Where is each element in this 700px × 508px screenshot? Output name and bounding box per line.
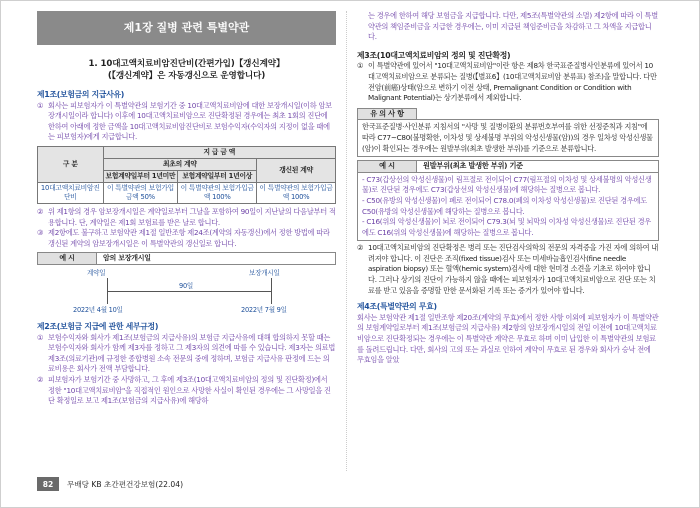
article-4-heading: 제4조(특별약관의 무효) <box>357 302 437 312</box>
continued-text: 는 경우에 한하여 해당 보험금을 지급합니다. 다만, 제5조(특별약관의 소멸) 제2항에 따라 이 특별약관의 책임준비금을 지급한 경우에는, 이미 지급된 책임준비금을 차감하고 그 차액을 지급합니다. <box>368 11 658 42</box>
paragraph-number: ② <box>37 374 44 384</box>
paragraph-text: 회사는 피보험자가 이 특별약관의 보험기간 중 10대고액치료비암에 대한 보장개시일(이하 암보장개시일이라 합니다) 이후에 10대고액치료비암으로 진단확정된 경우에는 최초 1회의 진단에 한하여 아래에 정한 금액을 10대고액치료비암진단비로 보험수익자(수익자의 지정이 없을 때에는 피보험자)에게 지급합니다. <box>48 100 332 142</box>
column-divider <box>346 11 347 471</box>
paragraph-number: ② <box>357 243 364 253</box>
example-body <box>357 173 659 242</box>
paragraph-text: 위 제1항의 경우 암보장개시일은 계약일로부터 그날을 포함하여 90일이 지난날의 다음날부터 적용합니다. 단, 계약일은 제1회 보험료를 받은 날로 합니다. <box>48 206 336 227</box>
example-key: 예 시 <box>357 160 417 173</box>
example-value: 원발부위(최초 발생한 부위) 기준 <box>417 160 659 173</box>
table-cell-over-1yr: 이 특별약관의 보험가입금액 100% <box>178 182 257 203</box>
article-2-paragraph-2 <box>37 375 336 407</box>
page-number: 82 <box>37 477 59 491</box>
chapter-title: 제1장 질병 관련 특별약관 <box>37 11 336 45</box>
article-1-paragraph-3 <box>37 228 336 249</box>
article-3-heading: 제3조(10대고액치료비암의 정의 및 진단확정) <box>357 50 511 60</box>
table-header-under-1yr: 보험계약일부터 1년미만 <box>103 170 178 182</box>
example-header-2 <box>357 160 659 173</box>
article-1-paragraph-2 <box>37 207 336 228</box>
section-title <box>37 58 336 82</box>
paragraph-number: ② <box>37 206 44 216</box>
paragraph-number: ① <box>37 100 44 110</box>
table-cell-under-1yr: 이 특별약관의 보험가입금액 50% <box>103 182 178 203</box>
table-row <box>38 182 336 203</box>
example-bullet: - C16(위의 악성신생물)이 뇌로 전이되어 C79.3(뇌 및 뇌막의 이차성 악성신생물)로 진단된 경우에도 C16(위의 악성신생물)에 해당하는 질병으로 봅니다. <box>362 217 652 237</box>
product-name: 무배당 KB 초간편건강보험(22.04) <box>67 479 184 489</box>
paragraph-text: 10대고액치료비암의 진단확정은 병리 또는 진단검사의학의 전문의 자격증을 가진 자에 의하여 내려져야 합니다. 이 진단은 조직(fixed tissue)검사 또는 미세바늘흡인검사(fine needle aspiration biopsy) 또는 혈액(hemic system)검사에 대한 현미경 소견을 기초로 하여야 합니다. 그러나 상기의 진단이 가능하지 않을 때에는 피보험자가 10대고액치료비암으로 진단 또는 치료를 받고 있음을 증명할 만한 문서화된 기록 또는 증거가 있어야 합니다. <box>368 243 659 295</box>
paragraph-text: 피보험자가 보험기간 중 사망하고, 그 후에 제3조(10대고액치료비암의 정의 및 진단확정)에서 정한 "10대고액치료비암"을 직접적인 원인으로 사망한 사실이 확인된 경우에는 그 사망일을 진단 확정일로 보고 제1조(보험금의 지급사유)에 해당하 <box>48 374 331 406</box>
paragraph-number: ① <box>357 61 364 71</box>
article-1-paragraph-1 <box>37 101 336 143</box>
caution-header <box>357 108 659 121</box>
article-2-paragraph-1 <box>37 333 336 375</box>
section-title-line: 1. 10대고액치료비암진단비(간편가입)【갱신계약】 <box>88 59 285 69</box>
article-3-paragraph-2 <box>357 243 659 296</box>
timeline-date-start: 2022년 4월 10일 <box>73 305 123 314</box>
left-column <box>37 11 336 407</box>
benefit-table <box>37 146 336 204</box>
coverage-timeline <box>37 268 336 318</box>
paragraph-number: ① <box>37 332 44 342</box>
page-footer <box>37 473 659 495</box>
paragraph-number: ③ <box>37 228 44 238</box>
paragraph-text: 제2항에도 불구하고 보험약관 제1절 일반조항 제24조(계약의 자동갱신)에서 정한 방법에 따라 갱신된 계약의 암보장개시일은 이 특별약관의 갱신일로 합니다. <box>48 228 330 248</box>
table-cell-benefit-name: 10대고액치료비암진단비 <box>38 182 104 203</box>
example-value: 암의 보장개시일 <box>97 252 336 265</box>
table-header-initial: 최초의 계약 <box>103 158 257 170</box>
table-header-amount: 지 급 금 액 <box>103 146 335 158</box>
example-bullet: - C50(유방의 악성신생물)이 폐로 전이되어 C78.0(폐의 이차성 악성신생물)로 진단된 경우에도 C50(유방의 악성신생물)에 해당하는 질병으로 봅니다. <box>362 195 647 216</box>
table-header-renewed: 갱신된 계약 <box>257 158 336 182</box>
timeline-days: 90일 <box>179 281 194 290</box>
caution-key: 유 의 사 항 <box>357 108 417 121</box>
paragraph-text: 보험수익자와 회사가 제1조(보험금의 지급사유)의 보험금 지급사유에 대해 합의하지 못할 때는 보험수익자와 회사가 함께 제3자를 정하고 그 제3자의 의견에 따를 수 있습니다. 제3자는 의료법 제3조(의료기관)에 규정한 종합병원 소속 전문의 중에 정하며, 보험금 지급사유 판정에 드는 의료비용은 회사가 전액 부담합니다. <box>48 332 336 374</box>
table-header-over-1yr: 보험계약일부터 1년이상 <box>178 170 257 182</box>
article-4-text: 회사는 보험약관 제1절 일반조항 제20조(계약의 무효)에서 정한 사항 이외에 피보험자가 이 특별약관의 보험계약일로부터 제1조(보험금의 지급사유) 제2항의 암보장개시일의 전일 이전에 10대고액치료비암으로 진단확정되는 경우에는 이 특별약관 계약은 무효로 하며 이미 납입한 이 특별약관의 보험료를 돌려드립니다. 다만, 회사의 고의 또는 과실로 인하여 계약이 무효로 된 경우와 회사가 승낙 전에 무효임을 알았 <box>357 312 659 365</box>
example-header <box>37 252 336 265</box>
timeline-contract-label: 계약일 <box>87 268 106 277</box>
example-key: 예 시 <box>37 252 97 265</box>
right-column <box>357 11 659 366</box>
timeline-date-end: 2022년 7월 9일 <box>241 305 287 314</box>
article-1-heading: 제1조(보험금의 지급사유) <box>37 90 125 99</box>
example-bullet: - C73(갑상선의 악성신생물)이 림프절로 전이되어 C77(림프절의 이차성 및 상세불명의 악성신생물)로 진단된 경우에도 C73(갑상선의 악성신생물)에 해당하는 질병으로 봅니다. <box>362 174 652 195</box>
caution-body: 한국표준질병·사인분류 지침서의 "사망 및 질병이환의 분류번호부여를 위한 선정준칙과 지침"에 따라 C77~C80(불명확한, 이차성 및 상세불명 부위의 악성신생물(암))의 경우 일차성 악성신생물(암)이 확인되는 경우에는 원발부위(최초 발생한 부위)를 기준으로 분류합니다. <box>357 120 659 157</box>
paragraph-text: 이 특별약관에 있어서 "10대고액치료비암"이란 항은 제8차 한국표준질병사인분류에 있어서 10대고액치료비암으로 분류되는 질병(【별표6】(10대고액치료비암 분류표) 참조)을 말합니다. 다만 전암(前癌)상태(암으로 변하기 이전 상태, Premalignant Condition or Condition with Malignant Potential)는 상기분류에서 제외합니다. <box>368 61 657 103</box>
article-3-paragraph-1 <box>357 61 659 103</box>
table-cell-renewed: 이 특별약관의 보험가입금액 100% <box>257 182 336 203</box>
timeline-start-label: 보장개시일 <box>249 268 280 277</box>
article-2-heading: 제2조(보험금 지급에 관한 세부규정) <box>37 321 159 331</box>
timeline-marker-end <box>271 278 272 304</box>
table-header-type: 구 분 <box>38 146 104 182</box>
section-subtitle-line: (【갱신계약】은 자동갱신으로 운영합니다) <box>107 71 266 81</box>
